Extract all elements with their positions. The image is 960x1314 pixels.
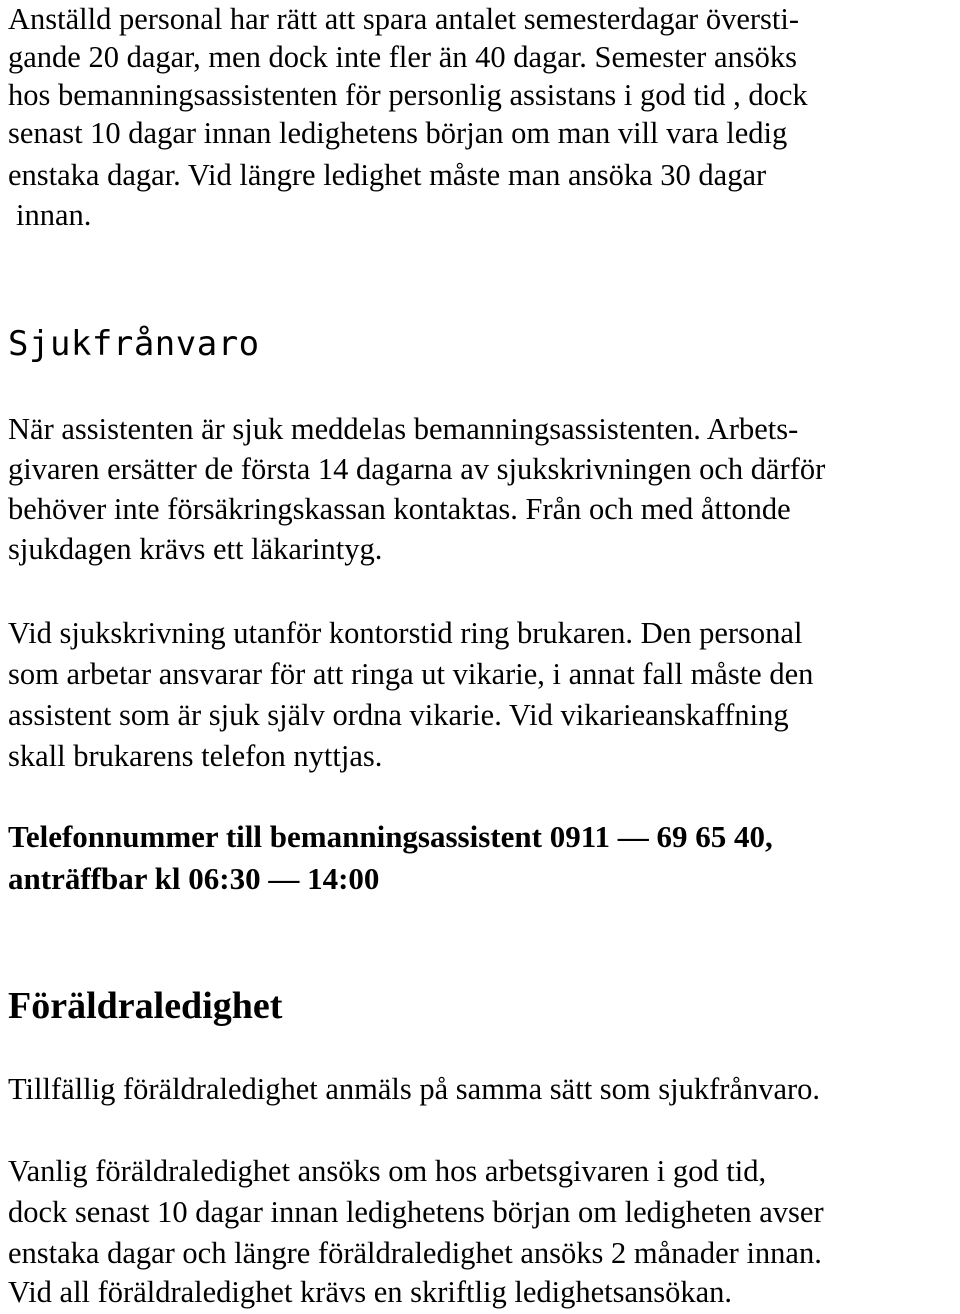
sick-line: givaren ersätter de första 14 dagarna av sjukskrivningen och därför: [8, 452, 826, 486]
parental-line: Vanlig föräldraledighet ansöks om hos arbetsgivaren i god tid,: [8, 1154, 767, 1188]
parental-leave-heading: Föräldraledighet: [8, 985, 283, 1027]
intro-line: hos bemanningsassistenten för personlig assistans i god tid , dock: [8, 78, 808, 112]
sick-line: sjukdagen krävs ett läkarintyg.: [8, 532, 383, 566]
parental-line: Vid all föräldraledighet krävs en skriftlig ledighetsansökan.: [8, 1275, 733, 1309]
intro-line: Anställd personal har rätt att spara antalet semesterdagar översti-: [8, 2, 799, 36]
intro-line: innan.: [16, 198, 92, 232]
sick-leave-heading: Sjukfrånvaro: [8, 324, 260, 364]
sick-line: När assistenten är sjuk meddelas bemanningsassistenten. Arbets-: [8, 412, 799, 446]
phone-notice-line: Telefonnummer till bemanningsassistent 0911 — 69 65 40,: [8, 819, 773, 854]
sick-line: som arbetar ansvarar för att ringa ut vikarie, i annat fall måste den: [8, 657, 814, 691]
intro-line: senast 10 dagar innan ledighetens början om man vill vara ledig: [8, 116, 788, 150]
parental-line: dock senast 10 dagar innan ledighetens början om ledigheten avser: [8, 1195, 824, 1229]
phone-notice-line: anträffbar kl 06:30 — 14:00: [8, 861, 380, 896]
sick-line: behöver inte försäkringskassan kontaktas. Från och med åttonde: [8, 492, 791, 526]
parental-line: Tillfällig föräldraledighet anmäls på samma sätt som sjukfrånvaro.: [8, 1072, 821, 1106]
intro-line: gande 20 dagar, men dock inte fler än 40 dagar. Semester ansöks: [8, 40, 797, 74]
sick-line: skall brukarens telefon nyttjas.: [8, 739, 383, 773]
parental-line: enstaka dagar och längre föräldraledighet ansöks 2 månader innan.: [8, 1236, 822, 1270]
sick-line: assistent som är sjuk själv ordna vikarie. Vid vikarieanskaffning: [8, 698, 789, 732]
intro-line: enstaka dagar. Vid längre ledighet måste man ansöka 30 dagar: [8, 158, 767, 192]
sick-line: Vid sjukskrivning utanför kontorstid ring brukaren. Den personal: [8, 616, 803, 650]
